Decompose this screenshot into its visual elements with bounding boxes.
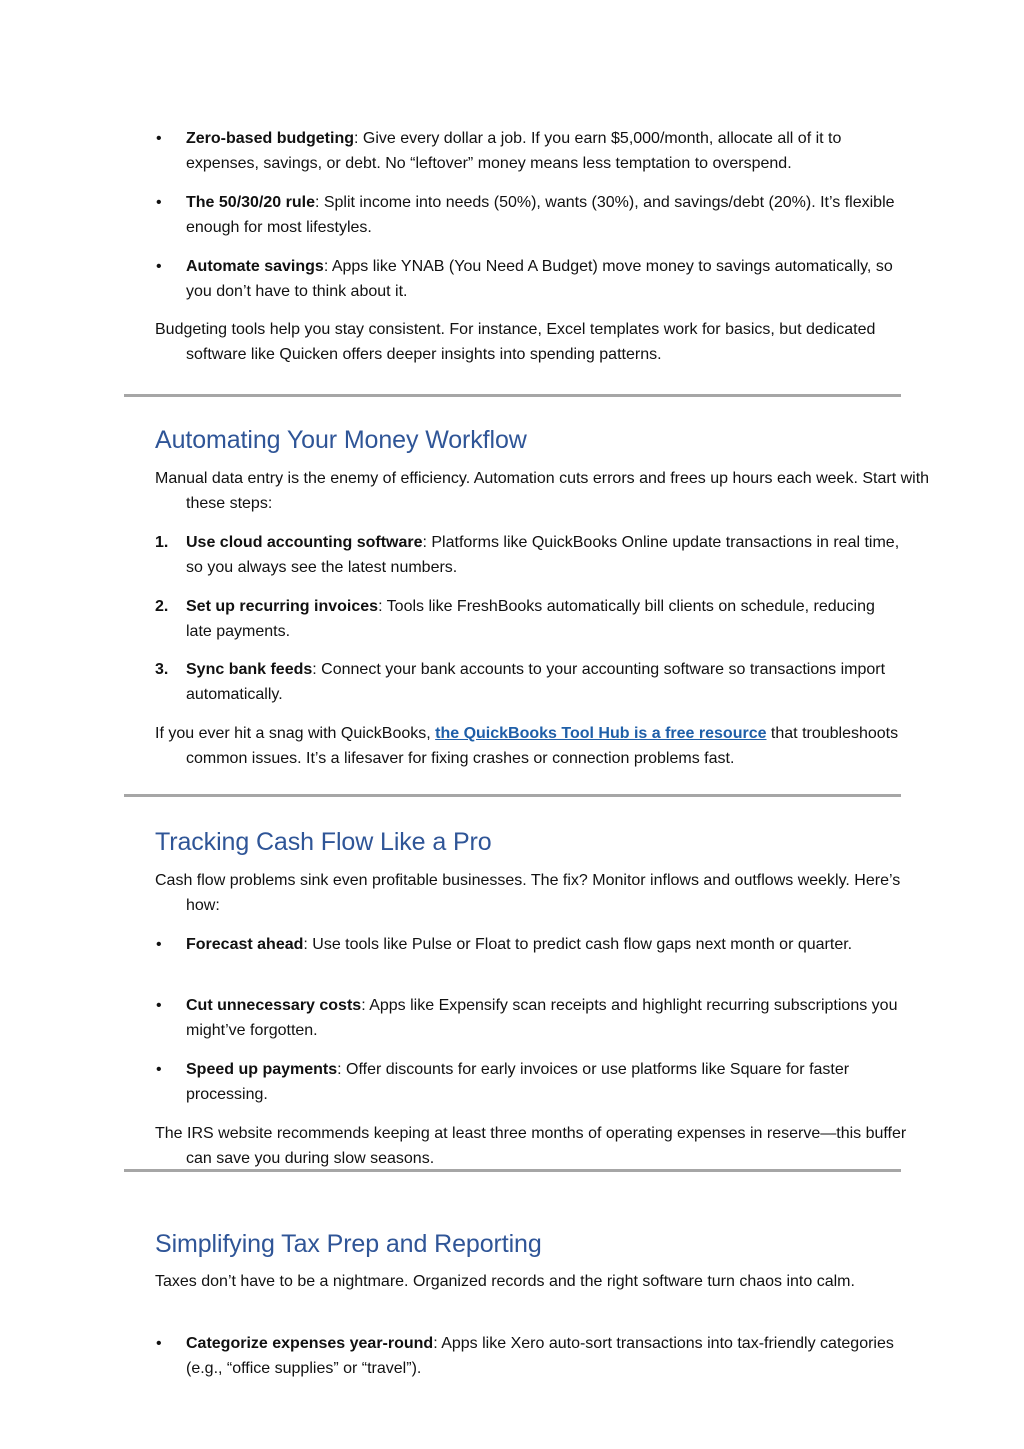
- step-term: Sync bank feeds: [186, 661, 313, 678]
- section-divider: [124, 1169, 901, 1172]
- bullet-text: : Split income into needs (50%), wants (30%), and savings/debt (20%). It’s flexible enough for most lifestyles.: [186, 194, 895, 236]
- step-recurring-invoices: [155, 594, 902, 644]
- bullet-speed-up-payments: [186, 1057, 902, 1107]
- irs-reserve-paragraph: The IRS website recommends keeping at least three months of operating expenses in reserve—this buffer can save you during slow seasons.: [155, 1125, 907, 1167]
- bullet-categorize-expenses: [186, 1331, 902, 1381]
- quickbooks-tool-hub-link[interactable]: the QuickBooks Tool Hub is a free resource: [435, 725, 767, 742]
- bullet-cut-costs: [186, 993, 902, 1043]
- bullet-zero-based-budgeting: [186, 126, 902, 176]
- step-number: 1.: [155, 534, 169, 551]
- step-number: 2.: [155, 598, 169, 615]
- bullet-50-30-20-rule: [186, 190, 902, 240]
- bullet-term: Automate savings: [186, 258, 324, 275]
- step-term: Set up recurring invoices: [186, 598, 379, 615]
- paragraph-text: If you ever hit a snag with QuickBooks,: [155, 725, 436, 742]
- bullet-term: Forecast ahead: [186, 936, 304, 953]
- bullet-text: : Apps like Expensify scan receipts and highlight recurring subscriptions you might’ve forgotten.: [186, 997, 898, 1039]
- heading-tracking-cash-flow: Tracking Cash Flow Like a Pro: [155, 828, 492, 856]
- heading-tax-prep: Simplifying Tax Prep and Reporting: [155, 1230, 542, 1258]
- bullet-forecast-ahead: [186, 933, 902, 956]
- bullet-term: Zero-based budgeting: [186, 130, 354, 147]
- step-text: : Connect your bank accounts to your accounting software so transactions import automatically.: [186, 661, 886, 703]
- quickbooks-tool-hub-paragraph: [155, 721, 932, 771]
- tax-intro-paragraph: Taxes don’t have to be a nightmare. Organized records and the right software turn chaos into calm.: [155, 1273, 855, 1290]
- step-text: : Platforms like QuickBooks Online update transactions in real time, so you always see the latest numbers.: [186, 534, 900, 576]
- cash-flow-intro-paragraph: Cash flow problems sink even profitable businesses. The fix? Monitor inflows and outflows weekly. Here’s how:: [155, 872, 901, 914]
- paragraph-text: that troubleshoots common issues. It’s a lifesaver for fixing crashes or connection problems fast.: [186, 725, 899, 767]
- bullet-text: : Offer discounts for early invoices or use platforms like Square for faster processing.: [186, 1061, 850, 1103]
- section-divider: [124, 794, 901, 797]
- step-term: Use cloud accounting software: [186, 534, 423, 551]
- section-divider: [124, 394, 901, 397]
- bullet-term: Speed up payments: [186, 1061, 338, 1078]
- bullet-automate-savings: [186, 254, 902, 304]
- step-text: : Tools like FreshBooks automatically bill clients on schedule, reducing late payments.: [186, 598, 875, 640]
- bullet-text: : Apps like Xero auto-sort transactions into tax-friendly categories (e.g., “office supplies” or “travel”).: [186, 1335, 894, 1377]
- step-cloud-accounting: [155, 530, 902, 580]
- step-number: 3.: [155, 661, 169, 678]
- bullet-term: Categorize expenses year-round: [186, 1335, 434, 1352]
- budgeting-tools-paragraph: Budgeting tools help you stay consistent. For instance, Excel templates work for basics, but dedicated software like Quicken offers deeper insights into spending patterns.: [155, 321, 876, 363]
- bullet-text: : Give every dollar a job. If you earn $5,000/month, allocate all of it to expenses, savings, or debt. No “leftover” money means less temptation to overspend.: [186, 130, 842, 172]
- automating-intro-paragraph: Manual data entry is the enemy of efficiency. Automation cuts errors and frees up hours each week. Start with these steps:: [155, 470, 930, 512]
- bullet-text: : Apps like YNAB (You Need A Budget) move money to savings automatically, so you don’t have to think about it.: [186, 258, 893, 300]
- bullet-term: Cut unnecessary costs: [186, 997, 362, 1014]
- step-sync-bank-feeds: [155, 657, 902, 707]
- bullet-term: The 50/30/20 rule: [186, 194, 315, 211]
- heading-automating-workflow: Automating Your Money Workflow: [155, 426, 527, 454]
- bullet-text: : Use tools like Pulse or Float to predict cash flow gaps next month or quarter.: [303, 936, 853, 953]
